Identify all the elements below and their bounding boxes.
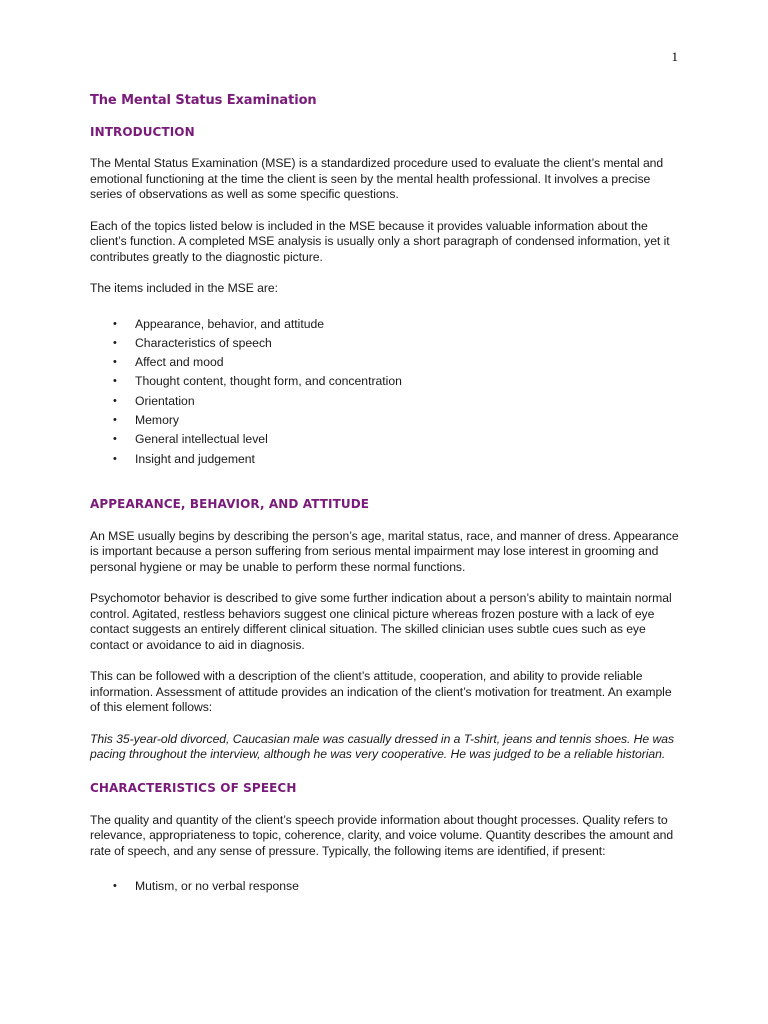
list-item: • Thought content, thought form, and concentration — [90, 372, 680, 391]
paragraph: Psychomotor behavior is described to give some further indication about a person’s ability to maintain normal control. Agitated, restless behaviors suggest one clinical picture whereas frozen posture with a lack of eye contact suggests an entirely different clinical situation. The skilled clinician uses subtle cues such as eye contact or avoidance to aid in diagnosis. — [90, 591, 672, 652]
bullet-icon: • — [113, 394, 117, 407]
document-body — [90, 93, 680, 925]
paragraph: The Mental Status Examination (MSE) is a standardized procedure used to evaluate the client’s mental and emotional functioning at the time the client is seen by the mental health professional. It involves a precise series of observations as well as some specific questions. — [90, 156, 664, 201]
list-item: • Affect and mood — [90, 353, 680, 372]
bullet-icon: • — [113, 317, 117, 330]
bullet-icon: • — [113, 433, 117, 446]
bullet-icon: • — [113, 336, 117, 349]
list-item: • Appearance, behavior, and attitude — [90, 315, 680, 334]
bullet-icon: • — [113, 375, 117, 388]
section-heading-introduction: INTRODUCTION — [90, 125, 195, 139]
bullet-icon: • — [113, 452, 117, 465]
bullet-icon: • — [113, 880, 117, 893]
paragraph: The items included in the MSE are: — [90, 281, 278, 295]
paragraph: An MSE usually begins by describing the person’s age, marital status, race, and manner of dress. Appearance is important because a person suffering from serious mental impairment may lose interest in grooming and personal hygiene or may be unable to perform these normal functions. — [90, 528, 679, 574]
bullet-icon: • — [113, 356, 117, 369]
list-item: • Insight and judgement — [90, 450, 680, 469]
speech-items-list — [90, 877, 680, 896]
section-heading-appearance: APPEARANCE, BEHAVIOR, AND ATTITUDE — [90, 496, 370, 511]
list-item: • General intellectual level — [90, 430, 680, 449]
bullet-icon: • — [113, 413, 117, 426]
document-title: The Mental Status Examination — [90, 93, 317, 108]
section-heading-speech: CHARACTERISTICS OF SPEECH — [90, 780, 297, 795]
list-item: • Characteristics of speech — [90, 334, 680, 353]
paragraph: This can be followed with a description of the client’s attitude, cooperation, and ability to provide reliable information. Assessment of attitude provides an indication of the client’s motivation for treatment. An example of this element follows: — [90, 669, 672, 715]
example-paragraph: This 35-year-old divorced, Caucasian male was casually dressed in a T-shirt, jeans and tennis shoes. He was pacing throughout the interview, although he was very cooperative. He was judged to be a reliable historian. — [90, 731, 675, 762]
list-item: • Orientation — [90, 392, 680, 411]
paragraph: Each of the topics listed below is included in the MSE because it provides valuable information about the client’s function. A completed MSE analysis is usually only a short paragraph of condensed information, yet it contributes greatly to the diagnostic picture. — [90, 218, 670, 264]
list-item: • Memory — [90, 411, 680, 430]
paragraph: The quality and quantity of the client’s speech provide information about thought processes. Quality refers to relevance, appropriateness to topic, coherence, clarity, and voice volume. Quantity describes the amount and rate of speech, and any sense of pressure. Typically, the following items are identified, if present: — [90, 812, 674, 858]
mse-items-list — [90, 315, 680, 469]
list-item: • Mutism, or no verbal response — [90, 877, 680, 896]
page-number: 1 — [671, 49, 678, 64]
